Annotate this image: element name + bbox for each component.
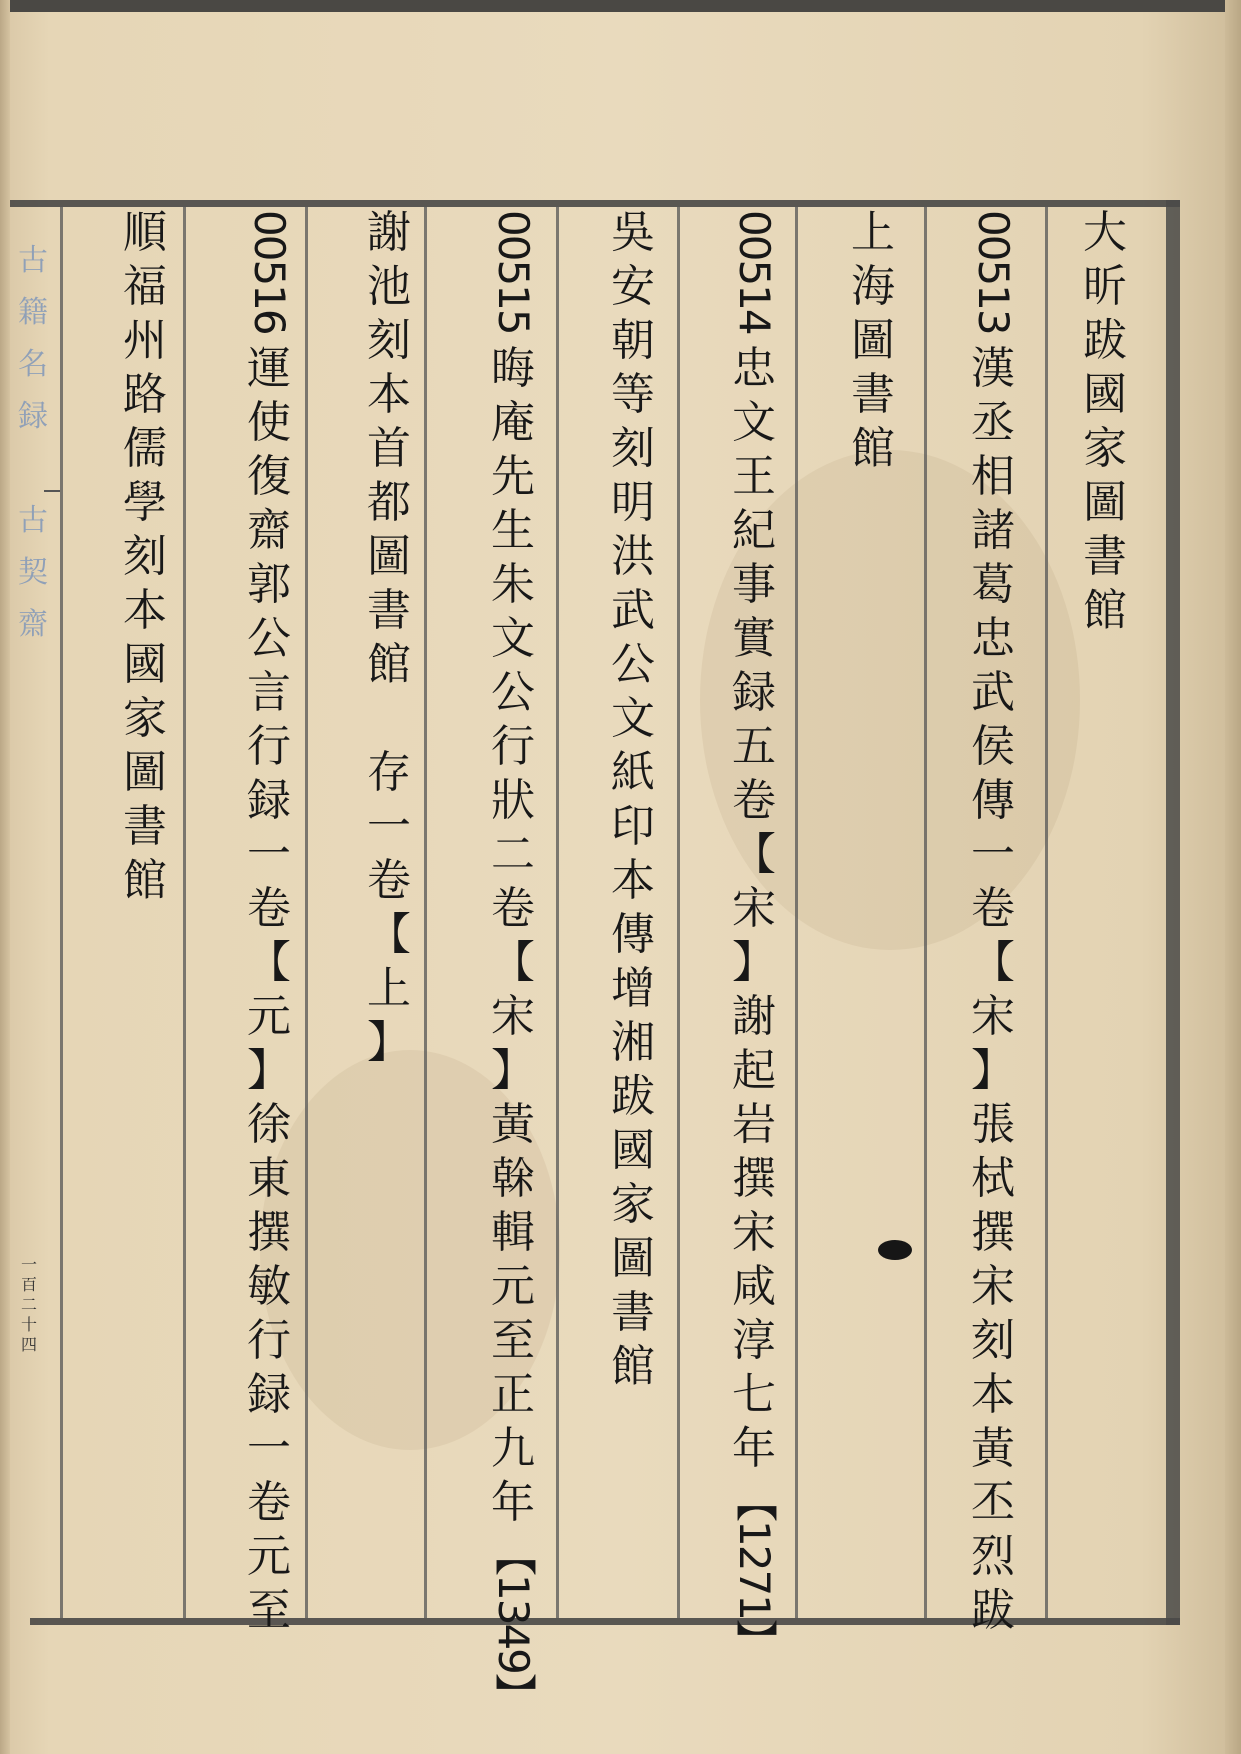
- text-char: 湘: [611, 1017, 655, 1068]
- text-char: 書: [851, 369, 895, 420]
- text-char: 漢: [971, 342, 1015, 394]
- text-char: 家: [123, 693, 167, 744]
- text-char: 元: [247, 990, 291, 1042]
- text-char: 】: [247, 1044, 291, 1096]
- margin-title-char: 籍: [18, 295, 48, 330]
- text-char: 録: [732, 666, 776, 718]
- entry-number: 00516: [245, 210, 294, 334]
- text-char: 館: [123, 855, 167, 906]
- text-char: 存: [367, 747, 411, 798]
- page-number-char: 百: [20, 1275, 37, 1294]
- text-run: [361, 206, 417, 1070]
- text-char: 年: [732, 1422, 776, 1474]
- text-char: 二: [491, 828, 535, 880]
- text-char: 狀: [491, 774, 535, 826]
- text-char: 館: [611, 1341, 655, 1392]
- text-char: 使: [247, 396, 291, 448]
- text-char: 謝: [367, 207, 411, 258]
- text-char: 池: [367, 261, 411, 312]
- text-char: 武: [611, 585, 655, 636]
- text-char: 撰: [732, 1152, 776, 1204]
- page-right-edge: [1225, 0, 1241, 1754]
- margin-title-char: 契: [18, 555, 48, 590]
- entry-number: 【1349】: [489, 1533, 538, 1713]
- text-char: 行: [247, 1314, 291, 1366]
- column-divider: [60, 206, 63, 1618]
- text-char: 】: [971, 1044, 1015, 1096]
- text-char: 復: [247, 450, 291, 502]
- text-char: 郭: [247, 558, 291, 610]
- text-char: 生: [491, 504, 535, 556]
- text-char: 書: [1083, 531, 1127, 582]
- text-char: 家: [1083, 423, 1127, 474]
- worm-hole: [878, 1240, 912, 1260]
- text-char: 福: [123, 261, 167, 312]
- margin-tick: [44, 490, 60, 492]
- text-char: 首: [367, 423, 411, 474]
- text-char: 洪: [611, 531, 655, 582]
- text-char: 上: [367, 963, 411, 1014]
- text-char: 圖: [851, 315, 895, 366]
- text-char: 輯: [491, 1206, 535, 1258]
- text-char: 晦: [491, 342, 535, 394]
- text-char: 刻: [611, 423, 655, 474]
- text-char: 【: [732, 828, 776, 880]
- entry-number: 00515: [489, 210, 538, 334]
- text-char: 卷: [491, 882, 535, 934]
- text-char: 一: [367, 801, 411, 852]
- text-char: 栻: [971, 1152, 1015, 1204]
- text-char: 儒: [123, 423, 167, 474]
- text-column-8: [236, 206, 302, 1638]
- text-char: 公: [491, 666, 535, 718]
- text-char: 館: [851, 423, 895, 474]
- text-column-1: [1072, 206, 1138, 638]
- page-number-char: 四: [20, 1335, 37, 1354]
- text-char: 齋: [247, 504, 291, 556]
- text-char: 公: [611, 639, 655, 690]
- text-char: 跋: [971, 1584, 1015, 1636]
- text-char: 書: [611, 1287, 655, 1338]
- text-char: 黃: [491, 1098, 535, 1150]
- text-char: 咸: [732, 1260, 776, 1312]
- text-char: 一: [247, 828, 291, 880]
- text-char: 順: [123, 207, 167, 258]
- text-char: 起: [732, 1044, 776, 1096]
- text-char: 安: [611, 261, 655, 312]
- text-char: 館: [367, 639, 411, 690]
- text-char: 【: [247, 936, 291, 988]
- text-char: 相: [971, 450, 1015, 502]
- text-char: 至: [247, 1584, 291, 1636]
- text-char: 公: [247, 612, 291, 664]
- text-char: 卷: [247, 1476, 291, 1528]
- text-char: 書: [123, 801, 167, 852]
- text-char: 録: [247, 774, 291, 826]
- text-char: 庵: [491, 396, 535, 448]
- text-char: 宋: [732, 882, 776, 934]
- text-char: 先: [491, 450, 535, 502]
- text-char: 撰: [247, 1206, 291, 1258]
- text-column-3: [840, 206, 906, 476]
- text-column-2: [960, 206, 1026, 1638]
- text-char: 行: [247, 720, 291, 772]
- text-char: 五: [732, 720, 776, 772]
- text-char: 家: [611, 1179, 655, 1230]
- text-char: 實: [732, 612, 776, 664]
- text-char: 元: [491, 1260, 535, 1312]
- text-char: 圖: [1083, 477, 1127, 528]
- text-char: 侯: [971, 720, 1015, 772]
- text-char: 宋: [971, 990, 1015, 1042]
- column-divider: [924, 206, 927, 1618]
- text-char: 學: [123, 477, 167, 528]
- text-char: 】: [732, 936, 776, 988]
- text-char: 敏: [247, 1260, 291, 1312]
- text-char: 丞: [971, 396, 1015, 448]
- text-char: 卷: [971, 882, 1015, 934]
- column-divider: [183, 206, 186, 1618]
- text-char: 國: [611, 1125, 655, 1176]
- entry-number: 【1271】: [730, 1479, 779, 1659]
- text-column-4: [721, 206, 787, 1667]
- page-left-edge: [0, 0, 10, 1754]
- text-run: [845, 206, 901, 476]
- page-number-char: 二: [20, 1295, 37, 1314]
- text-char: 傳: [971, 774, 1015, 826]
- text-run: [241, 342, 297, 1638]
- text-char: 撰: [971, 1206, 1015, 1258]
- text-char: 昕: [1083, 261, 1127, 312]
- text-char: 運: [247, 342, 291, 394]
- text-char: 館: [1083, 585, 1127, 636]
- text-char: 紀: [732, 504, 776, 556]
- column-divider: [556, 206, 559, 1618]
- text-char: 海: [851, 261, 895, 312]
- text-char: 跋: [611, 1071, 655, 1122]
- text-char: 宋: [971, 1260, 1015, 1312]
- column-divider: [424, 206, 427, 1618]
- text-char: 刻: [123, 531, 167, 582]
- text-run: [605, 206, 661, 1394]
- text-char: 文: [491, 612, 535, 664]
- text-char: 烈: [971, 1530, 1015, 1582]
- text-char: 傳: [611, 909, 655, 960]
- text-char: 書: [367, 585, 411, 636]
- text-char: 上: [851, 207, 895, 258]
- text-char: 宋: [491, 990, 535, 1042]
- text-char: 朝: [611, 315, 655, 366]
- text-char: 本: [367, 369, 411, 420]
- margin-title-char: 名: [18, 347, 48, 382]
- text-char: 增: [611, 963, 655, 1014]
- text-char: 紙: [611, 747, 655, 798]
- text-char: 録: [247, 1368, 291, 1420]
- text-char: 淳: [732, 1314, 776, 1366]
- column-divider: [305, 206, 308, 1618]
- text-char: 】: [491, 1044, 535, 1096]
- text-char: 】: [367, 1017, 411, 1068]
- text-char: 謝: [732, 990, 776, 1042]
- margin-title-char: 古: [18, 243, 48, 278]
- text-char: 州: [123, 315, 167, 366]
- text-char: 卷: [732, 774, 776, 826]
- text-run: [965, 342, 1021, 1638]
- text-char: 【: [491, 936, 535, 988]
- text-char: 一: [971, 828, 1015, 880]
- text-char: 葛: [971, 558, 1015, 610]
- margin-title-char: 録: [18, 399, 48, 434]
- text-char: 行: [491, 720, 535, 772]
- text-char: 忠: [971, 612, 1015, 664]
- page-number-char: 一: [20, 1255, 37, 1274]
- text-char: 國: [1083, 369, 1127, 420]
- text-column-5: [600, 206, 666, 1394]
- text-char: 一: [247, 1422, 291, 1474]
- text-char: 正: [491, 1368, 535, 1420]
- text-char: 印: [611, 801, 655, 852]
- text-run: [117, 206, 173, 908]
- text-char: 本: [123, 585, 167, 636]
- text-char: 【: [971, 936, 1015, 988]
- text-char: 卷: [247, 882, 291, 934]
- column-divider: [677, 206, 680, 1618]
- text-char: 東: [247, 1152, 291, 1204]
- text-char: 張: [971, 1098, 1015, 1150]
- text-run: [726, 342, 782, 1476]
- column-divider: [795, 206, 798, 1618]
- text-column-9: [112, 206, 178, 908]
- page-number: [14, 1255, 44, 1355]
- text-char: 岩: [732, 1098, 776, 1150]
- text-char: 圖: [611, 1233, 655, 1284]
- text-run: [1077, 206, 1133, 638]
- text-char: 圖: [123, 747, 167, 798]
- text-column-6: [480, 206, 546, 1721]
- text-char: 九: [491, 1422, 535, 1474]
- text-char: 卷: [367, 855, 411, 906]
- text-char: 刻: [971, 1314, 1015, 1366]
- text-char: 國: [123, 639, 167, 690]
- text-char: 元: [247, 1530, 291, 1582]
- text-char: 言: [247, 666, 291, 718]
- entry-number: 00513: [969, 210, 1018, 334]
- text-char: 路: [123, 369, 167, 420]
- text-char: 王: [732, 450, 776, 502]
- margin-book-title: [12, 235, 54, 651]
- text-char: [361, 692, 417, 746]
- text-char: 七: [732, 1368, 776, 1420]
- text-char: 至: [491, 1314, 535, 1366]
- text-char: 忠: [732, 342, 776, 394]
- entry-number: 00514: [730, 210, 779, 334]
- text-char: 本: [971, 1368, 1015, 1420]
- margin-title-char: 齋: [18, 607, 48, 642]
- text-char: 本: [611, 855, 655, 906]
- text-char: 黃: [971, 1422, 1015, 1474]
- frame-right-border: [1166, 200, 1180, 1625]
- text-char: 朱: [491, 558, 535, 610]
- text-char: 事: [732, 558, 776, 610]
- page-number-char: 十: [20, 1315, 37, 1334]
- text-run: [485, 342, 541, 1530]
- text-char: 吳: [611, 207, 655, 258]
- text-char: 文: [732, 396, 776, 448]
- text-column-7: [356, 206, 422, 1070]
- scan-top-edge: [0, 0, 1241, 12]
- margin-title-char: 古: [18, 503, 48, 538]
- text-char: 圖: [367, 531, 411, 582]
- text-char: 刻: [367, 315, 411, 366]
- text-char: 都: [367, 477, 411, 528]
- text-char: 跋: [1083, 315, 1127, 366]
- text-char: 徐: [247, 1098, 291, 1150]
- text-char: 武: [971, 666, 1015, 718]
- text-char: 等: [611, 369, 655, 420]
- text-char: 年: [491, 1476, 535, 1528]
- text-char: 文: [611, 693, 655, 744]
- column-divider: [1045, 206, 1048, 1618]
- text-char: 宋: [732, 1206, 776, 1258]
- text-char: 明: [611, 477, 655, 528]
- text-char: 大: [1083, 207, 1127, 258]
- text-char: 【: [367, 909, 411, 960]
- text-char: 丕: [971, 1476, 1015, 1528]
- text-char: 諸: [971, 504, 1015, 556]
- margin-title-char: [28, 443, 38, 495]
- text-char: 榦: [491, 1152, 535, 1204]
